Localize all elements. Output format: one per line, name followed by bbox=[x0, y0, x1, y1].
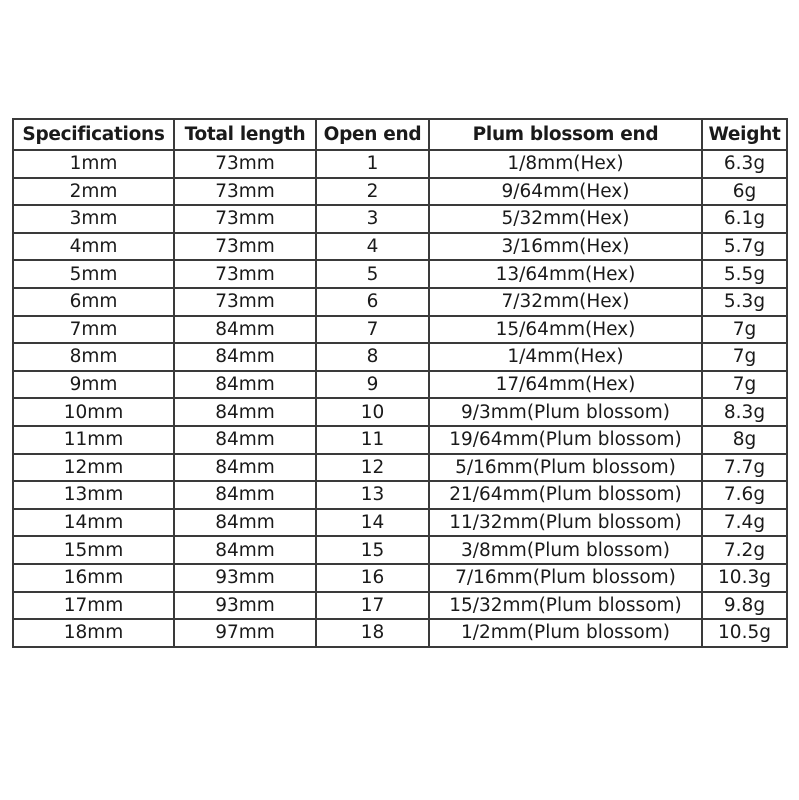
plum-blossom-end-cell: 17/64mm(Hex) bbox=[429, 371, 702, 399]
open-end-cell: 18 bbox=[316, 619, 429, 647]
plum-blossom-end-cell: 9/3mm(Plum blossom) bbox=[429, 398, 702, 426]
specification-cell: 17mm bbox=[13, 592, 174, 620]
plum-blossom-end-cell: 7/32mm(Hex) bbox=[429, 288, 702, 316]
table-row bbox=[13, 150, 787, 178]
weight-cell: 5.7g bbox=[702, 233, 787, 261]
table-row bbox=[13, 564, 787, 592]
total-length-cell: 84mm bbox=[174, 426, 316, 454]
specification-cell: 2mm bbox=[13, 178, 174, 206]
weight-cell: 7g bbox=[702, 316, 787, 344]
weight-cell: 6.1g bbox=[702, 205, 787, 233]
specification-cell: 16mm bbox=[13, 564, 174, 592]
table-row bbox=[13, 509, 787, 537]
specification-cell: 3mm bbox=[13, 205, 174, 233]
open-end-cell: 16 bbox=[316, 564, 429, 592]
open-end-cell: 6 bbox=[316, 288, 429, 316]
table-row bbox=[13, 178, 787, 206]
total-length-cell: 84mm bbox=[174, 481, 316, 509]
total-length-cell: 97mm bbox=[174, 619, 316, 647]
open-end-cell: 17 bbox=[316, 592, 429, 620]
table-row bbox=[13, 288, 787, 316]
specification-cell: 14mm bbox=[13, 509, 174, 537]
plum-blossom-end-cell: 13/64mm(Hex) bbox=[429, 260, 702, 288]
table-row bbox=[13, 260, 787, 288]
open-end-cell: 7 bbox=[316, 316, 429, 344]
table-row bbox=[13, 592, 787, 620]
table-row bbox=[13, 398, 787, 426]
specification-cell: 1mm bbox=[13, 150, 174, 178]
specification-cell: 4mm bbox=[13, 233, 174, 261]
open-end-cell: 9 bbox=[316, 371, 429, 399]
plum-blossom-end-cell: 5/32mm(Hex) bbox=[429, 205, 702, 233]
total-length-cell: 73mm bbox=[174, 288, 316, 316]
total-length-cell: 84mm bbox=[174, 398, 316, 426]
weight-cell: 7g bbox=[702, 371, 787, 399]
plum-blossom-end-cell: 21/64mm(Plum blossom) bbox=[429, 481, 702, 509]
total-length-cell: 84mm bbox=[174, 509, 316, 537]
specification-cell: 12mm bbox=[13, 454, 174, 482]
table-row bbox=[13, 233, 787, 261]
weight-cell: 8g bbox=[702, 426, 787, 454]
header-open-end: Open end bbox=[316, 119, 429, 150]
weight-cell: 7.7g bbox=[702, 454, 787, 482]
open-end-cell: 15 bbox=[316, 536, 429, 564]
header-weight: Weight bbox=[702, 119, 787, 150]
specification-cell: 5mm bbox=[13, 260, 174, 288]
total-length-cell: 84mm bbox=[174, 371, 316, 399]
plum-blossom-end-cell: 3/16mm(Hex) bbox=[429, 233, 702, 261]
weight-cell: 7.2g bbox=[702, 536, 787, 564]
plum-blossom-end-cell: 3/8mm(Plum blossom) bbox=[429, 536, 702, 564]
header-row bbox=[13, 119, 787, 150]
table-row bbox=[13, 619, 787, 647]
total-length-cell: 84mm bbox=[174, 343, 316, 371]
weight-cell: 7.4g bbox=[702, 509, 787, 537]
total-length-cell: 73mm bbox=[174, 178, 316, 206]
total-length-cell: 73mm bbox=[174, 233, 316, 261]
table-row bbox=[13, 343, 787, 371]
weight-cell: 9.8g bbox=[702, 592, 787, 620]
table-row bbox=[13, 371, 787, 399]
specification-cell: 10mm bbox=[13, 398, 174, 426]
header-specifications: Specifications bbox=[13, 119, 174, 150]
specification-cell: 9mm bbox=[13, 371, 174, 399]
weight-cell: 6.3g bbox=[702, 150, 787, 178]
header-plum-blossom-end: Plum blossom end bbox=[429, 119, 702, 150]
open-end-cell: 5 bbox=[316, 260, 429, 288]
plum-blossom-end-cell: 1/2mm(Plum blossom) bbox=[429, 619, 702, 647]
total-length-cell: 93mm bbox=[174, 564, 316, 592]
table-row bbox=[13, 454, 787, 482]
total-length-cell: 93mm bbox=[174, 592, 316, 620]
weight-cell: 5.3g bbox=[702, 288, 787, 316]
specification-cell: 13mm bbox=[13, 481, 174, 509]
open-end-cell: 4 bbox=[316, 233, 429, 261]
weight-cell: 10.3g bbox=[702, 564, 787, 592]
plum-blossom-end-cell: 9/64mm(Hex) bbox=[429, 178, 702, 206]
total-length-cell: 73mm bbox=[174, 205, 316, 233]
total-length-cell: 73mm bbox=[174, 150, 316, 178]
spec-table bbox=[12, 118, 788, 648]
plum-blossom-end-cell: 11/32mm(Plum blossom) bbox=[429, 509, 702, 537]
plum-blossom-end-cell: 5/16mm(Plum blossom) bbox=[429, 454, 702, 482]
table-row bbox=[13, 205, 787, 233]
plum-blossom-end-cell: 19/64mm(Plum blossom) bbox=[429, 426, 702, 454]
open-end-cell: 8 bbox=[316, 343, 429, 371]
spec-table-body bbox=[13, 150, 787, 647]
total-length-cell: 84mm bbox=[174, 316, 316, 344]
specification-cell: 8mm bbox=[13, 343, 174, 371]
table-row bbox=[13, 426, 787, 454]
plum-blossom-end-cell: 7/16mm(Plum blossom) bbox=[429, 564, 702, 592]
open-end-cell: 10 bbox=[316, 398, 429, 426]
table-row bbox=[13, 536, 787, 564]
specification-cell: 6mm bbox=[13, 288, 174, 316]
weight-cell: 8.3g bbox=[702, 398, 787, 426]
spec-table-header bbox=[13, 119, 787, 150]
open-end-cell: 12 bbox=[316, 454, 429, 482]
open-end-cell: 2 bbox=[316, 178, 429, 206]
weight-cell: 10.5g bbox=[702, 619, 787, 647]
weight-cell: 5.5g bbox=[702, 260, 787, 288]
specification-cell: 15mm bbox=[13, 536, 174, 564]
open-end-cell: 11 bbox=[316, 426, 429, 454]
total-length-cell: 84mm bbox=[174, 454, 316, 482]
weight-cell: 6g bbox=[702, 178, 787, 206]
plum-blossom-end-cell: 15/64mm(Hex) bbox=[429, 316, 702, 344]
specification-cell: 7mm bbox=[13, 316, 174, 344]
open-end-cell: 13 bbox=[316, 481, 429, 509]
specification-cell: 18mm bbox=[13, 619, 174, 647]
total-length-cell: 84mm bbox=[174, 536, 316, 564]
header-total-length: Total length bbox=[174, 119, 316, 150]
weight-cell: 7g bbox=[702, 343, 787, 371]
table-row bbox=[13, 481, 787, 509]
plum-blossom-end-cell: 15/32mm(Plum blossom) bbox=[429, 592, 702, 620]
table-row bbox=[13, 316, 787, 344]
plum-blossom-end-cell: 1/4mm(Hex) bbox=[429, 343, 702, 371]
weight-cell: 7.6g bbox=[702, 481, 787, 509]
open-end-cell: 3 bbox=[316, 205, 429, 233]
specification-cell: 11mm bbox=[13, 426, 174, 454]
plum-blossom-end-cell: 1/8mm(Hex) bbox=[429, 150, 702, 178]
open-end-cell: 14 bbox=[316, 509, 429, 537]
total-length-cell: 73mm bbox=[174, 260, 316, 288]
open-end-cell: 1 bbox=[316, 150, 429, 178]
